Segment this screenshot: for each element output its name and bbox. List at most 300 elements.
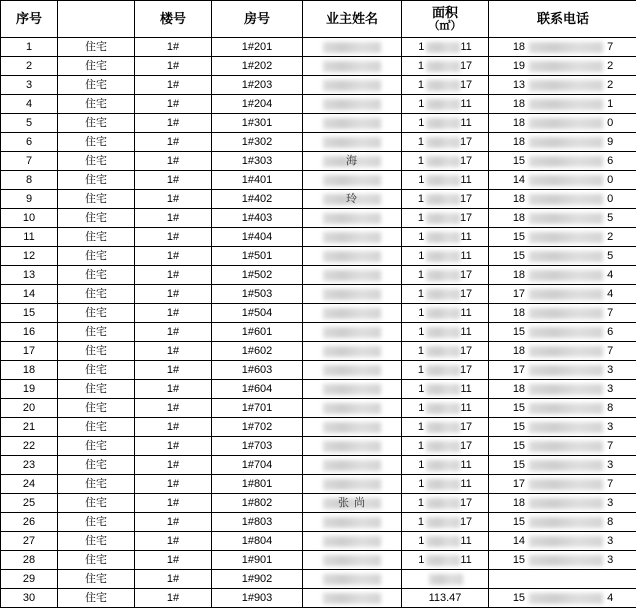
redaction-bar [529, 536, 603, 547]
cell-seq[interactable]: 9 [1, 190, 58, 209]
cell-room[interactable]: 1#901 [212, 551, 303, 570]
cell-area-suffix: 17 [460, 440, 472, 452]
table-row[interactable] [1, 418, 636, 437]
cell-seq[interactable]: 10 [1, 209, 58, 228]
cell-area[interactable] [402, 57, 489, 76]
cell-room[interactable]: 1#303 [212, 152, 303, 171]
cell-phone-suffix: 3 [607, 554, 613, 566]
cell-room[interactable]: 1#702 [212, 418, 303, 437]
cell-area-prefix: 1 [418, 326, 424, 338]
cell-building[interactable]: 1# [135, 76, 212, 95]
cell-seq[interactable]: 19 [1, 380, 58, 399]
cell-type[interactable]: 住宅 [58, 475, 135, 494]
cell-area[interactable] [402, 247, 489, 266]
cell-building[interactable]: 1# [135, 38, 212, 57]
cell-owner[interactable] [303, 304, 402, 323]
cell-type[interactable]: 住宅 [58, 494, 135, 513]
cell-type[interactable]: 住宅 [58, 209, 135, 228]
redaction-bar [529, 99, 603, 110]
cell-type[interactable]: 住宅 [58, 57, 135, 76]
cell-area[interactable] [402, 228, 489, 247]
cell-owner[interactable] [303, 209, 402, 228]
cell-area-prefix: 1 [418, 440, 424, 452]
cell-type[interactable]: 住宅 [58, 532, 135, 551]
cell-area-prefix: 1 [418, 155, 424, 167]
cell-room[interactable]: 1#701 [212, 399, 303, 418]
cell-area-suffix: 17 [460, 288, 472, 300]
cell-seq[interactable]: 3 [1, 76, 58, 95]
cell-phone[interactable] [489, 133, 636, 152]
cell-room[interactable]: 1#801 [212, 475, 303, 494]
cell-building[interactable]: 1# [135, 380, 212, 399]
cell-phone[interactable] [489, 380, 636, 399]
cell-building[interactable]: 1# [135, 304, 212, 323]
cell-area[interactable] [402, 361, 489, 380]
cell-owner[interactable] [303, 76, 402, 95]
redaction-bar [426, 99, 460, 110]
cell-phone[interactable] [489, 228, 636, 247]
table-row[interactable] [1, 57, 636, 76]
cell-seq[interactable]: 8 [1, 171, 58, 190]
redaction-bar [323, 42, 381, 53]
cell-owner[interactable] [303, 475, 402, 494]
cell-room[interactable]: 1#902 [212, 570, 303, 589]
cell-type[interactable]: 住宅 [58, 456, 135, 475]
cell-phone[interactable] [489, 209, 636, 228]
cell-area[interactable] [402, 342, 489, 361]
cell-area[interactable] [402, 380, 489, 399]
cell-owner[interactable] [303, 114, 402, 133]
cell-room[interactable]: 1#301 [212, 114, 303, 133]
cell-building[interactable]: 1# [135, 456, 212, 475]
cell-building[interactable]: 1# [135, 494, 212, 513]
table-row[interactable] [1, 152, 636, 171]
cell-phone[interactable] [489, 38, 636, 57]
cell-type[interactable]: 住宅 [58, 266, 135, 285]
cell-area-prefix: 1 [418, 60, 424, 72]
cell-area[interactable] [402, 76, 489, 95]
cell-building[interactable]: 1# [135, 361, 212, 380]
table-row[interactable] [1, 76, 636, 95]
cell-building[interactable]: 1# [135, 57, 212, 76]
cell-phone[interactable] [489, 589, 636, 608]
cell-type[interactable]: 住宅 [58, 247, 135, 266]
cell-phone-prefix: 15 [513, 592, 525, 604]
redaction-bar [426, 61, 460, 72]
table-row[interactable] [1, 589, 636, 608]
cell-seq[interactable]: 25 [1, 494, 58, 513]
cell-area[interactable] [402, 114, 489, 133]
cell-phone[interactable] [489, 494, 636, 513]
cell-room[interactable]: 1#903 [212, 589, 303, 608]
cell-building[interactable]: 1# [135, 266, 212, 285]
cell-owner[interactable] [303, 38, 402, 57]
cell-seq[interactable]: 5 [1, 114, 58, 133]
cell-room[interactable]: 1#703 [212, 437, 303, 456]
table-row[interactable] [1, 494, 636, 513]
redaction-bar [529, 289, 603, 300]
table-row[interactable] [1, 456, 636, 475]
table-row[interactable] [1, 399, 636, 418]
cell-area[interactable] [402, 171, 489, 190]
cell-type[interactable]: 住宅 [58, 38, 135, 57]
cell-phone[interactable] [489, 475, 636, 494]
redaction-bar [426, 42, 460, 53]
table-row[interactable] [1, 513, 636, 532]
cell-room[interactable]: 1#201 [212, 38, 303, 57]
cell-owner[interactable] [303, 190, 402, 209]
cell-phone-suffix: 4 [607, 269, 613, 281]
cell-phone-suffix: 5 [607, 250, 613, 262]
cell-phone-suffix: 7 [607, 440, 613, 452]
cell-seq[interactable]: 29 [1, 570, 58, 589]
cell-seq[interactable]: 4 [1, 95, 58, 114]
cell-seq[interactable]: 26 [1, 513, 58, 532]
cell-building[interactable]: 1# [135, 589, 212, 608]
cell-type[interactable]: 住宅 [58, 551, 135, 570]
cell-type[interactable]: 住宅 [58, 133, 135, 152]
cell-owner[interactable] [303, 171, 402, 190]
cell-area[interactable] [402, 190, 489, 209]
cell-type[interactable]: 住宅 [58, 152, 135, 171]
cell-building[interactable]: 1# [135, 114, 212, 133]
cell-area[interactable] [402, 456, 489, 475]
cell-type[interactable]: 住宅 [58, 589, 135, 608]
cell-area-prefix: 1 [418, 497, 424, 509]
cell-area[interactable] [402, 285, 489, 304]
cell-owner[interactable] [303, 247, 402, 266]
table-row[interactable] [1, 171, 636, 190]
cell-type[interactable]: 住宅 [58, 95, 135, 114]
redaction-bar [529, 593, 603, 604]
cell-phone[interactable] [489, 95, 636, 114]
cell-type[interactable]: 住宅 [58, 380, 135, 399]
table-row[interactable] [1, 190, 636, 209]
redaction-bar [323, 403, 381, 414]
header-seq: 序号 [1, 1, 58, 38]
cell-area-suffix: 11 [460, 231, 471, 243]
cell-owner[interactable] [303, 494, 402, 513]
cell-type[interactable]: 住宅 [58, 399, 135, 418]
cell-seq[interactable]: 24 [1, 475, 58, 494]
cell-seq[interactable]: 7 [1, 152, 58, 171]
cell-phone[interactable] [489, 266, 636, 285]
table-row[interactable] [1, 285, 636, 304]
cell-type[interactable]: 住宅 [58, 114, 135, 133]
cell-phone-suffix: 9 [607, 136, 613, 148]
cell-building[interactable]: 1# [135, 475, 212, 494]
cell-building[interactable]: 1# [135, 342, 212, 361]
redaction-bar [323, 61, 381, 72]
table-row[interactable] [1, 570, 636, 589]
cell-owner[interactable] [303, 570, 402, 589]
cell-building[interactable]: 1# [135, 285, 212, 304]
cell-owner[interactable] [303, 380, 402, 399]
redaction-bar [426, 517, 460, 528]
cell-building[interactable]: 1# [135, 551, 212, 570]
cell-type[interactable]: 住宅 [58, 76, 135, 95]
cell-area-suffix: 11 [460, 383, 471, 395]
cell-room[interactable]: 1#302 [212, 133, 303, 152]
cell-area[interactable] [402, 513, 489, 532]
cell-seq[interactable]: 11 [1, 228, 58, 247]
cell-phone-prefix: 15 [513, 402, 525, 414]
cell-seq[interactable]: 1 [1, 38, 58, 57]
cell-owner[interactable] [303, 285, 402, 304]
cell-owner[interactable] [303, 456, 402, 475]
table-row[interactable] [1, 323, 636, 342]
cell-type[interactable]: 住宅 [58, 285, 135, 304]
cell-seq[interactable]: 6 [1, 133, 58, 152]
cell-type[interactable]: 住宅 [58, 323, 135, 342]
cell-room[interactable]: 1#603 [212, 361, 303, 380]
table-row[interactable] [1, 95, 636, 114]
cell-area[interactable] [402, 133, 489, 152]
cell-room[interactable]: 1#604 [212, 380, 303, 399]
cell-room[interactable]: 1#502 [212, 266, 303, 285]
cell-owner[interactable] [303, 266, 402, 285]
cell-owner-text: 张 尚 [303, 494, 401, 512]
cell-area-prefix: 1 [418, 136, 424, 148]
cell-building[interactable]: 1# [135, 437, 212, 456]
cell-phone-suffix: 2 [607, 231, 613, 243]
cell-area-prefix: 1 [418, 231, 424, 243]
cell-room[interactable]: 1#504 [212, 304, 303, 323]
cell-type[interactable]: 住宅 [58, 228, 135, 247]
cell-room[interactable]: 1#704 [212, 456, 303, 475]
cell-area[interactable] [402, 475, 489, 494]
cell-room[interactable]: 1#802 [212, 494, 303, 513]
redaction-bar [323, 137, 381, 148]
cell-room[interactable]: 1#804 [212, 532, 303, 551]
redaction-bar [529, 270, 603, 281]
cell-area-prefix: 1 [418, 535, 424, 547]
cell-type[interactable]: 住宅 [58, 190, 135, 209]
cell-phone[interactable] [489, 361, 636, 380]
cell-area[interactable] [402, 38, 489, 57]
cell-owner[interactable] [303, 361, 402, 380]
table-row[interactable] [1, 475, 636, 494]
cell-building[interactable]: 1# [135, 209, 212, 228]
table-row[interactable] [1, 551, 636, 570]
table-row[interactable] [1, 247, 636, 266]
cell-phone[interactable] [489, 437, 636, 456]
cell-area[interactable] [402, 437, 489, 456]
table-row[interactable] [1, 304, 636, 323]
cell-seq[interactable]: 17 [1, 342, 58, 361]
cell-phone[interactable] [489, 570, 636, 589]
cell-room[interactable]: 1#602 [212, 342, 303, 361]
cell-owner[interactable] [303, 95, 402, 114]
cell-phone[interactable] [489, 323, 636, 342]
cell-owner[interactable] [303, 437, 402, 456]
cell-seq[interactable]: 16 [1, 323, 58, 342]
cell-owner[interactable] [303, 551, 402, 570]
cell-area-prefix: 1 [418, 269, 424, 281]
cell-area[interactable] [402, 95, 489, 114]
cell-area[interactable] [402, 266, 489, 285]
cell-type[interactable]: 住宅 [58, 342, 135, 361]
cell-owner[interactable] [303, 513, 402, 532]
cell-type[interactable]: 住宅 [58, 171, 135, 190]
cell-area[interactable] [402, 532, 489, 551]
redaction-bar [426, 479, 460, 490]
table-row[interactable] [1, 209, 636, 228]
cell-seq[interactable]: 13 [1, 266, 58, 285]
redaction-bar [426, 384, 460, 395]
cell-building[interactable]: 1# [135, 418, 212, 437]
cell-phone[interactable] [489, 342, 636, 361]
cell-area[interactable] [402, 209, 489, 228]
table-row[interactable] [1, 114, 636, 133]
cell-type[interactable]: 住宅 [58, 418, 135, 437]
cell-building[interactable]: 1# [135, 133, 212, 152]
cell-type[interactable]: 住宅 [58, 513, 135, 532]
cell-area-suffix: 11 [460, 98, 471, 110]
redaction-bar [323, 232, 381, 243]
table-row[interactable] [1, 266, 636, 285]
cell-area[interactable] [402, 418, 489, 437]
cell-area[interactable] [402, 494, 489, 513]
table-row[interactable] [1, 228, 636, 247]
cell-phone[interactable] [489, 57, 636, 76]
cell-area-prefix: 1 [418, 98, 424, 110]
redaction-bar [426, 251, 460, 262]
cell-phone[interactable] [489, 399, 636, 418]
cell-owner[interactable] [303, 589, 402, 608]
redaction-bar [529, 460, 603, 471]
cell-phone[interactable] [489, 532, 636, 551]
table-row[interactable] [1, 342, 636, 361]
cell-phone[interactable] [489, 456, 636, 475]
cell-room[interactable]: 1#403 [212, 209, 303, 228]
cell-area-suffix: 11 [460, 250, 471, 262]
cell-seq[interactable]: 15 [1, 304, 58, 323]
cell-room[interactable]: 1#402 [212, 190, 303, 209]
table-row[interactable] [1, 437, 636, 456]
cell-building[interactable]: 1# [135, 228, 212, 247]
cell-phone-suffix: 3 [607, 383, 613, 395]
cell-building[interactable]: 1# [135, 190, 212, 209]
cell-phone-suffix: 5 [607, 212, 613, 224]
cell-phone[interactable] [489, 285, 636, 304]
cell-phone[interactable] [489, 551, 636, 570]
cell-room[interactable]: 1#501 [212, 247, 303, 266]
cell-type[interactable]: 住宅 [58, 570, 135, 589]
cell-owner[interactable] [303, 399, 402, 418]
cell-building[interactable]: 1# [135, 399, 212, 418]
cell-seq[interactable]: 12 [1, 247, 58, 266]
cell-phone[interactable] [489, 76, 636, 95]
cell-phone-suffix: 6 [607, 155, 613, 167]
cell-building[interactable]: 1# [135, 95, 212, 114]
cell-phone[interactable] [489, 418, 636, 437]
cell-owner[interactable] [303, 228, 402, 247]
cell-seq[interactable]: 27 [1, 532, 58, 551]
cell-seq[interactable]: 30 [1, 589, 58, 608]
table-row[interactable] [1, 380, 636, 399]
cell-area-prefix: 1 [418, 288, 424, 300]
cell-phone-prefix: 18 [513, 269, 525, 281]
cell-phone[interactable] [489, 171, 636, 190]
cell-area-prefix: 1 [418, 421, 424, 433]
cell-type[interactable]: 住宅 [58, 437, 135, 456]
cell-seq[interactable]: 21 [1, 418, 58, 437]
cell-area-suffix: 17 [460, 516, 472, 528]
cell-area[interactable] [402, 304, 489, 323]
table-row[interactable] [1, 532, 636, 551]
cell-seq[interactable]: 20 [1, 399, 58, 418]
cell-owner[interactable] [303, 323, 402, 342]
cell-owner[interactable] [303, 133, 402, 152]
redaction-bar [323, 555, 381, 566]
redaction-bar [323, 384, 381, 395]
header-building: 楼号 [135, 1, 212, 38]
cell-building[interactable]: 1# [135, 152, 212, 171]
cell-seq[interactable]: 2 [1, 57, 58, 76]
cell-room[interactable]: 1#204 [212, 95, 303, 114]
cell-owner[interactable] [303, 152, 402, 171]
cell-area-suffix: 11 [460, 402, 471, 414]
cell-room[interactable]: 1#203 [212, 76, 303, 95]
cell-phone[interactable] [489, 190, 636, 209]
cell-seq[interactable]: 28 [1, 551, 58, 570]
cell-owner[interactable] [303, 342, 402, 361]
cell-seq[interactable]: 18 [1, 361, 58, 380]
cell-room[interactable]: 1#601 [212, 323, 303, 342]
cell-area[interactable] [402, 152, 489, 171]
redaction-bar [529, 327, 603, 338]
cell-type[interactable]: 住宅 [58, 304, 135, 323]
cell-phone[interactable] [489, 114, 636, 133]
cell-building[interactable]: 1# [135, 570, 212, 589]
cell-owner[interactable] [303, 532, 402, 551]
cell-owner[interactable] [303, 57, 402, 76]
redaction-bar [426, 194, 460, 205]
cell-room[interactable]: 1#401 [212, 171, 303, 190]
cell-seq[interactable]: 14 [1, 285, 58, 304]
cell-room[interactable]: 1#803 [212, 513, 303, 532]
cell-phone[interactable] [489, 247, 636, 266]
cell-room[interactable]: 1#503 [212, 285, 303, 304]
cell-building[interactable]: 1# [135, 171, 212, 190]
cell-area[interactable] [402, 399, 489, 418]
cell-building[interactable]: 1# [135, 323, 212, 342]
cell-building[interactable]: 1# [135, 513, 212, 532]
cell-seq[interactable]: 22 [1, 437, 58, 456]
cell-phone[interactable] [489, 304, 636, 323]
cell-area[interactable] [402, 551, 489, 570]
cell-building[interactable]: 1# [135, 247, 212, 266]
cell-phone[interactable] [489, 152, 636, 171]
cell-type[interactable]: 住宅 [58, 361, 135, 380]
cell-room[interactable]: 1#202 [212, 57, 303, 76]
table-row[interactable] [1, 38, 636, 57]
cell-area-suffix: 11 [460, 459, 471, 471]
cell-seq[interactable]: 23 [1, 456, 58, 475]
cell-area[interactable]: 113.47 [402, 589, 489, 608]
cell-phone[interactable] [489, 513, 636, 532]
table-row[interactable] [1, 361, 636, 380]
cell-room[interactable]: 1#404 [212, 228, 303, 247]
cell-area[interactable] [402, 570, 489, 589]
cell-building[interactable]: 1# [135, 532, 212, 551]
cell-area[interactable] [402, 323, 489, 342]
cell-phone-prefix: 18 [513, 497, 525, 509]
redaction-bar [529, 251, 603, 262]
cell-owner[interactable] [303, 418, 402, 437]
table-row[interactable] [1, 133, 636, 152]
